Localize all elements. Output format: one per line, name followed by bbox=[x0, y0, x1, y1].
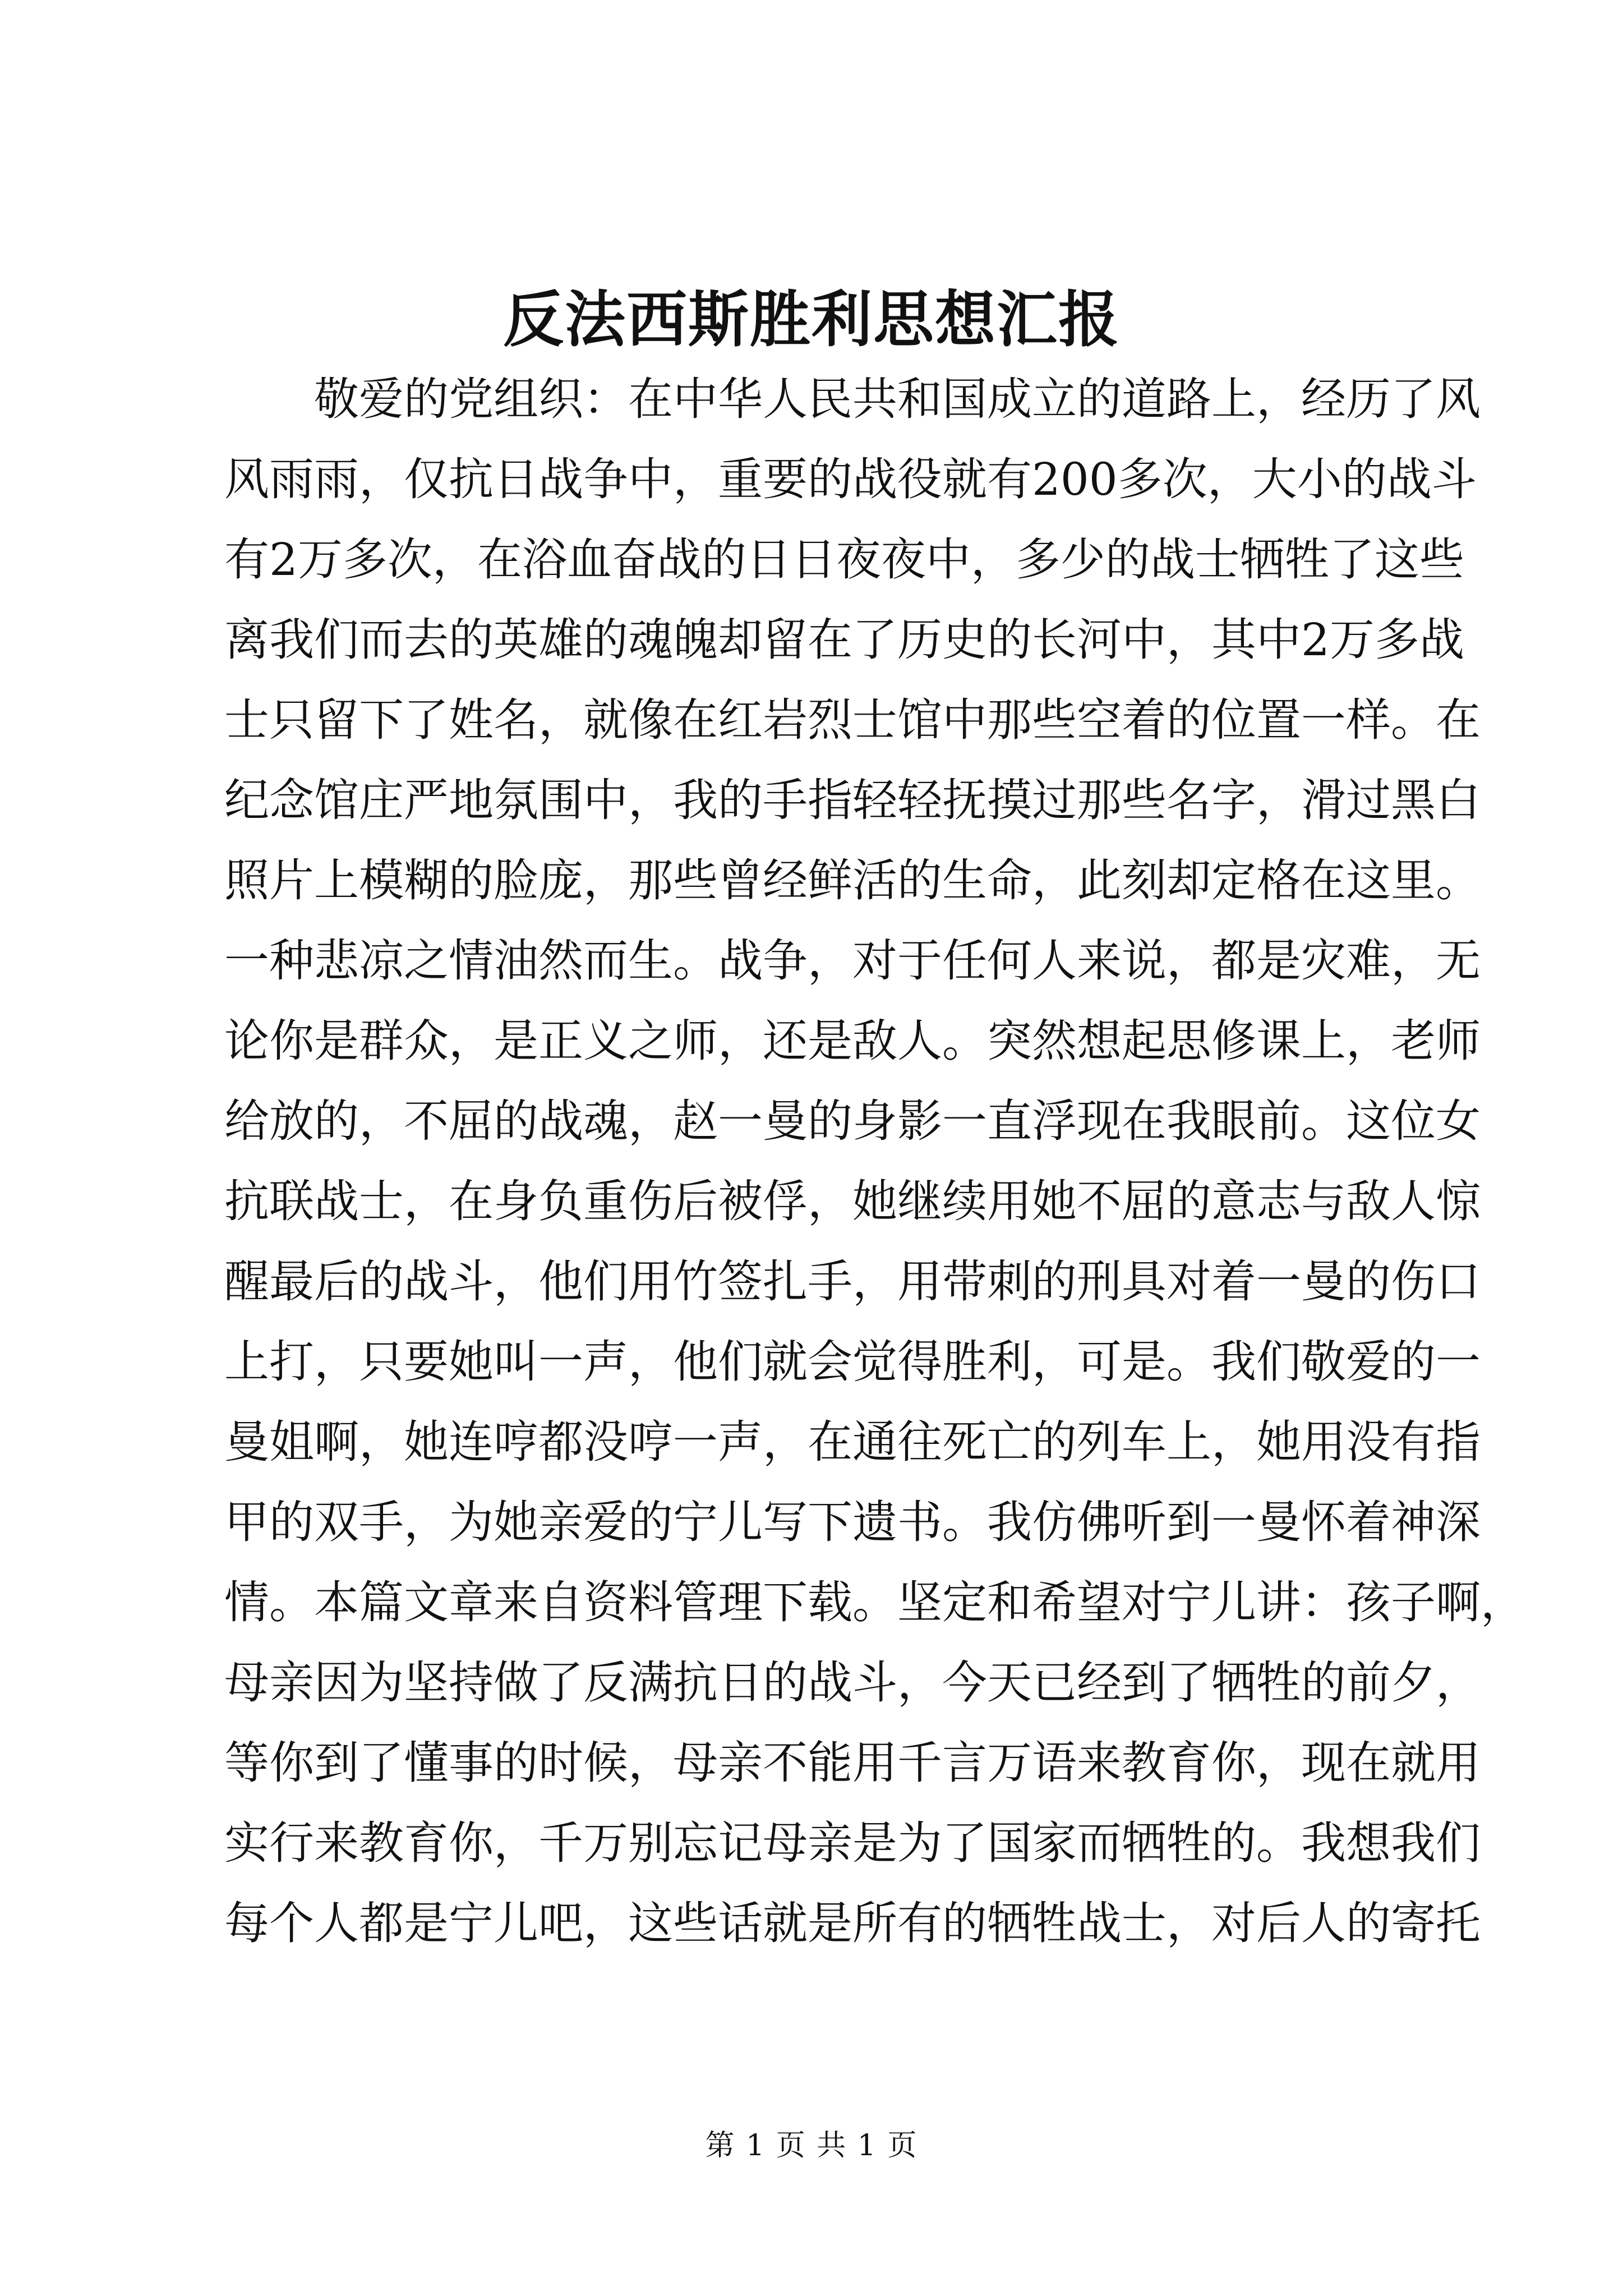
body-line: 敬爱的党组织：在中华人民共和国成立的道路上，经历了风 bbox=[314, 373, 1481, 425]
body-line: 纪念馆庄严地氛围中，我的手指轻轻抚摸过那些名字，滑过黑白 bbox=[224, 774, 1481, 826]
body-line: 醒最后的战斗，他们用竹签扎手，用带刺的刑具对着一曼的伤口 bbox=[224, 1255, 1481, 1308]
document-title: 反法西斯胜利思想汇报 bbox=[502, 284, 1120, 355]
body-line: 曼姐啊，她连哼都没哼一声，在通往死亡的列车上，她用没有指 bbox=[224, 1416, 1481, 1468]
body-line: 每个人都是宁儿吧，这些话就是所有的牺牲战士，对后人的寄托 bbox=[224, 1897, 1481, 1949]
body-line: 有2万多次，在浴血奋战的日日夜夜中，多少的战士牺牲了这些 bbox=[224, 533, 1464, 586]
body-line: 实行来教育你，千万别忘记母亲是为了国家而牺牲的。我想我们 bbox=[224, 1817, 1481, 1869]
body-line: 给放的，不屈的战魂，赵一曼的身影一直浮现在我眼前。这位女 bbox=[224, 1095, 1481, 1147]
body-line: 照片上模糊的脸庞，那些曾经鲜活的生命，此刻却定格在这里。 bbox=[224, 854, 1481, 907]
body-line: 等你到了懂事的时候，母亲不能用千言万语来教育你，现在就用 bbox=[224, 1737, 1481, 1789]
body-line: 一种悲凉之情油然而生。战争，对于任何人来说，都是灾难，无 bbox=[224, 935, 1481, 987]
body-line: 母亲因为坚持做了反满抗日的战斗，今天已经到了牺牲的前夕， bbox=[224, 1657, 1481, 1709]
body-line: 上打，只要她叫一声，他们就会觉得胜利，可是。我们敬爱的一 bbox=[224, 1336, 1481, 1388]
body-line: 论你是群众，是正义之师，还是敌人。突然想起思修课上，老师 bbox=[224, 1015, 1481, 1067]
document-body bbox=[224, 359, 1525, 1963]
body-line: 情。本篇文章来自资料管理下载。坚定和希望对宁儿讲：孩子啊， bbox=[224, 1576, 1525, 1628]
body-line: 离我们而去的英雄的魂魄却留在了历史的长河中，其中2万多战 bbox=[224, 614, 1464, 666]
body-line: 风雨雨，仅抗日战争中，重要的战役就有200多次，大小的战斗 bbox=[224, 453, 1477, 505]
page-footer: 第 1 页 共 1 页 bbox=[705, 2129, 918, 2162]
body-line: 抗联战士，在身负重伤后被俘，她继续用她不屈的意志与敌人惊 bbox=[224, 1175, 1481, 1227]
body-line: 士只留下了姓名，就像在红岩烈士馆中那些空着的位置一样。在 bbox=[224, 694, 1481, 746]
body-line: 甲的双手，为她亲爱的宁儿写下遗书。我仿佛听到一曼怀着神深 bbox=[224, 1496, 1481, 1548]
